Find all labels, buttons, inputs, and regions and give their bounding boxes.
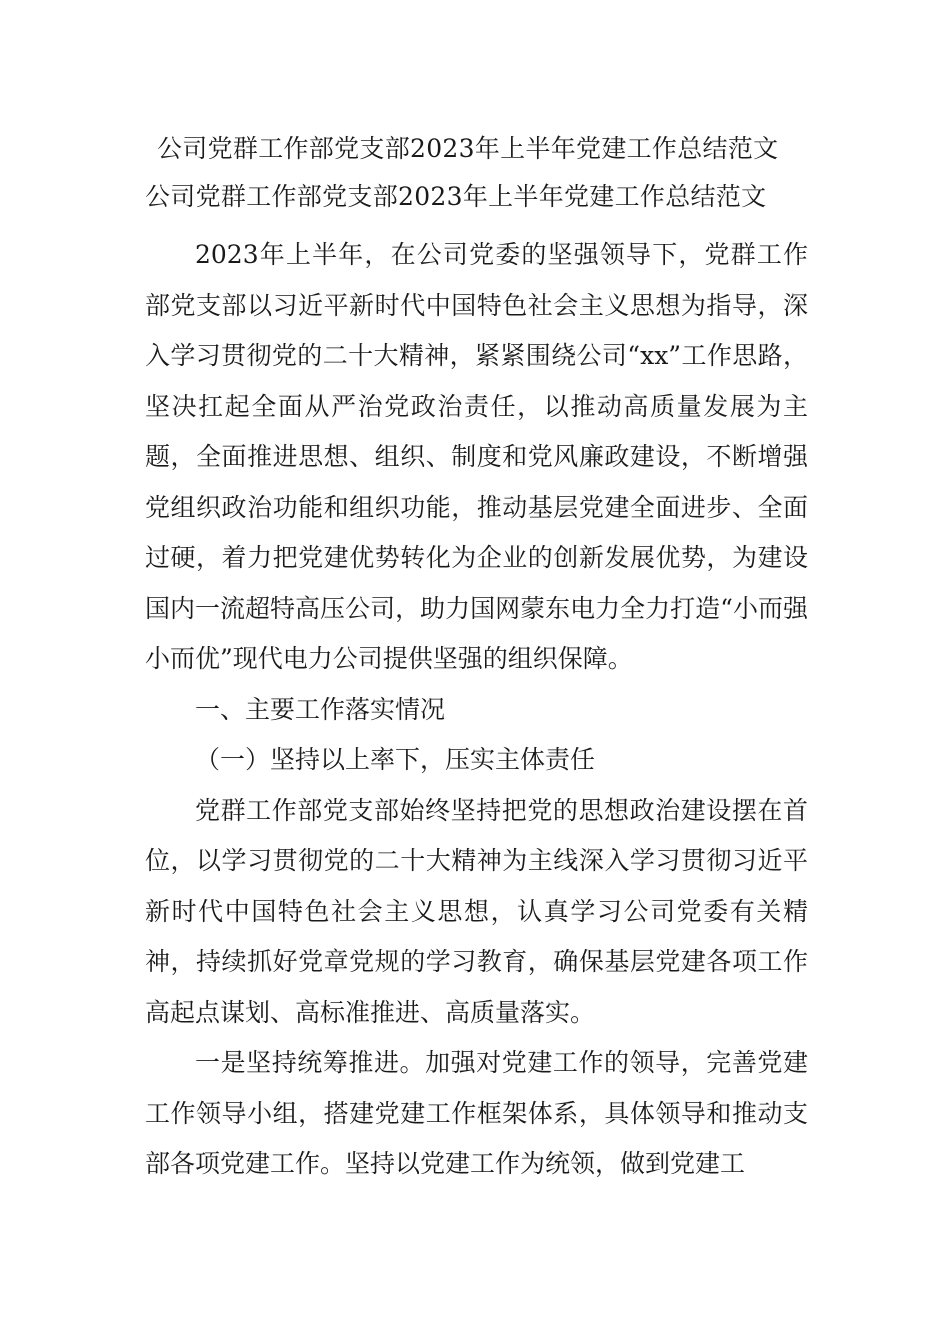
document-title-line-1: 公司党群工作部党支部2023年上半年党建工作总结范文 bbox=[157, 134, 779, 163]
body-paragraph: 党群工作部党支部始终坚持把党的思想政治建设摆在首位，以学习贯彻党的二十大精神为主线深入学习贯彻习近平新时代中国特色社会主义思想，认真学习公司党委有关精神，持续抓好党章党规的学习教育，确保基层党建各项工作高起点谋划、高标准推进、高质量落实。 bbox=[145, 795, 808, 1027]
document-body bbox=[145, 230, 808, 1190]
body-paragraph: 一是坚持统筹推进。加强对党建工作的领导，完善党建工作领导小组，搭建党建工作框架体系，具体领导和推动支部各项党建工作。坚持以党建工作为统领，做到党建工 bbox=[145, 1048, 808, 1178]
section-heading: 一、主要工作落实情况 bbox=[195, 694, 446, 724]
subsection-heading: （一）坚持以上率下，压实主体责任 bbox=[195, 745, 596, 774]
intro-paragraph: 2023年上半年，在公司党委的坚强领导下，党群工作部党支部以习近平新时代中国特色社会主义思想为指导，深入学习贯彻党的二十大精神，紧紧围绕公司“xx”工作思路，坚决扛起全面从严治党政治责任，以推动高质量发展为主题，全面推进思想、组织、制度和党风廉政建设，不断增强党组织政治功能和组织功能，推动基层党建全面进步、全面过硬，着力把党建优势转化为企业的创新发展优势，为建设国内一流超特高压公司，助力国网蒙东电力全力打造“小而强小而优”现代电力公司提供坚强的组织保障。 bbox=[145, 240, 808, 673]
document-title-line-2: 公司党群工作部党支部2023年上半年党建工作总结范文 bbox=[145, 182, 767, 211]
